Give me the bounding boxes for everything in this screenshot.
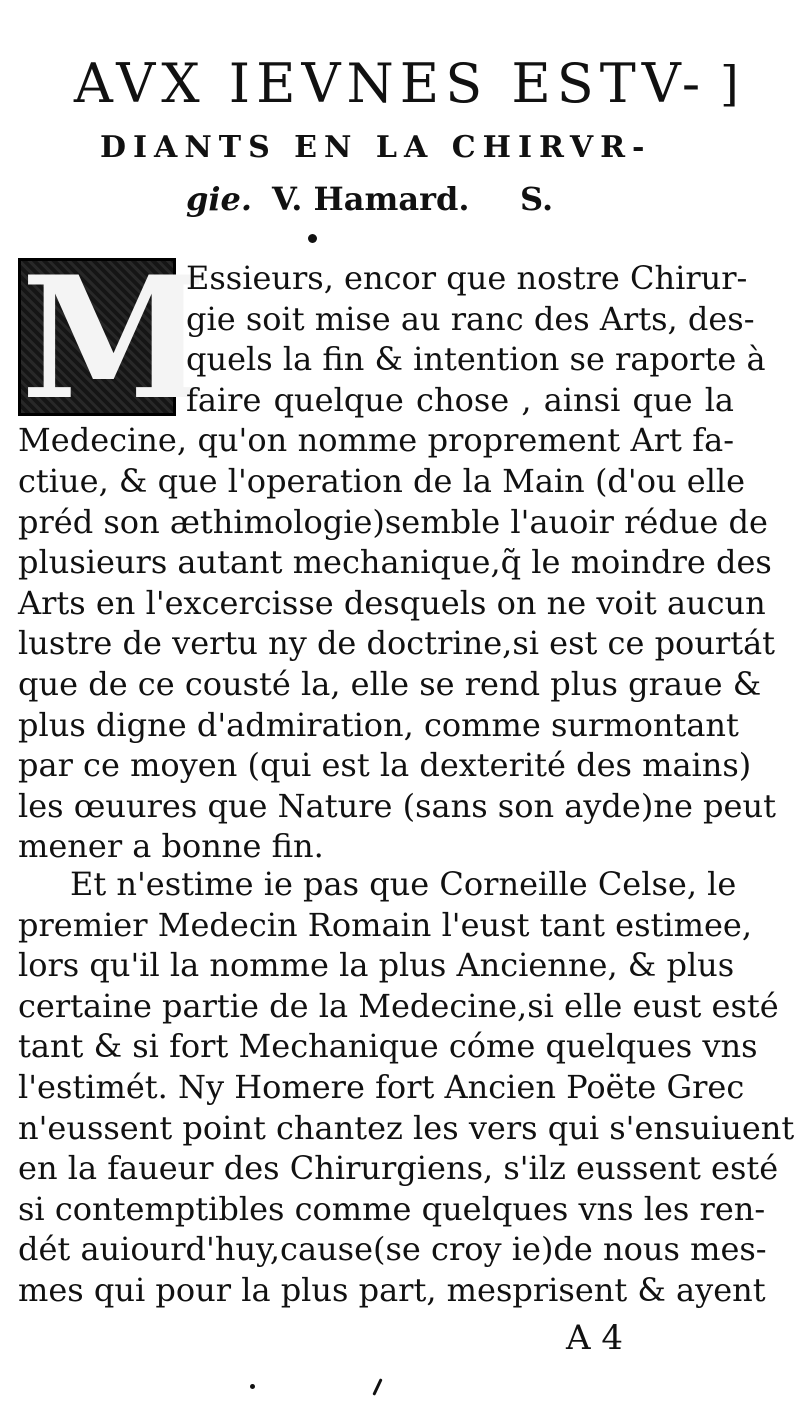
text-line: l'estimét. Ny Homere fort Ancien Poëte Grec (18, 1068, 745, 1106)
heading-salutation: S. (520, 180, 554, 218)
text-line: quels la fin & intention se raporte à (186, 340, 766, 379)
text-line: gie soit mise au ranc des Arts, des- (186, 299, 755, 338)
text-line: n'eussent point chantez les vers qui s'ensuiuent (18, 1108, 795, 1147)
text-line: ctiue, & que l'operation de la Main (d'ou elle (18, 462, 746, 500)
text-line: tant & si fort Mechanique cóme quelques vns (18, 1027, 758, 1066)
signature-mark: A 4 (566, 1318, 623, 1358)
ornamental-initial (18, 239, 207, 437)
heading-line-2: DIANTS EN LA CHIRVR- (100, 130, 652, 165)
text-line: lors qu'il la nomme la plus Ancienne, & plus (18, 946, 735, 985)
ink-speck (308, 234, 317, 243)
text-line: faire quelque chose , ainsi que la (186, 380, 734, 419)
text-line: si contemptibles comme quelques vns les ren- (18, 1189, 766, 1228)
page-edge-mark: ] (720, 56, 739, 112)
heading-line-3-word: gie. (186, 180, 253, 218)
text-line: préd son æthimologie)semble l'auoir rédue de (18, 502, 768, 541)
text-line: lustre de vertu ny de doctrine,si est ce pourtát (18, 624, 776, 663)
text-line: plusieurs autant mechanique,q̃ le moindre des (18, 543, 772, 582)
text-line: premier Medecin Romain l'eust tant estimee, (18, 905, 753, 944)
ink-speck (372, 1378, 382, 1396)
text-line: les œuures que Nature (sans son ayde)ne peut (18, 786, 776, 825)
ink-speck (250, 1384, 255, 1389)
text-line: que de ce cousté la, elle se rend plus graue & (18, 665, 762, 703)
text-line: par ce moyen (qui est la dexterité des mains) (18, 746, 752, 785)
text-line: plus digne d'admiration, comme surmontant (18, 705, 739, 744)
text-line: certaine partie de la Medecine,si elle eust esté (18, 986, 779, 1025)
text-line: en la faueur des Chirurgiens, s'ilz eussent esté (18, 1149, 779, 1188)
text-line: Medecine, qu'on nomme proprement Art fa- (18, 421, 734, 460)
text-line: Arts en l'excercisse desquels on ne voit aucun (18, 583, 766, 622)
text-line: mes qui pour la plus part, mesprisent & ayent (18, 1271, 766, 1309)
initial-letter: M (21, 239, 207, 437)
text-line: mener a bonne fin. (18, 827, 324, 866)
text-line: dét auiourd'huy,cause(se croy ie)de nous mes- (18, 1230, 767, 1269)
heading-line-1: AVX IEVNES ESTV- (73, 52, 707, 115)
text-line: Et n'estime ie pas que Corneille Celse, le (70, 865, 737, 903)
heading-author: V. Hamard. (272, 180, 470, 218)
text-line: Essieurs, encor que nostre Chirur- (186, 259, 748, 297)
